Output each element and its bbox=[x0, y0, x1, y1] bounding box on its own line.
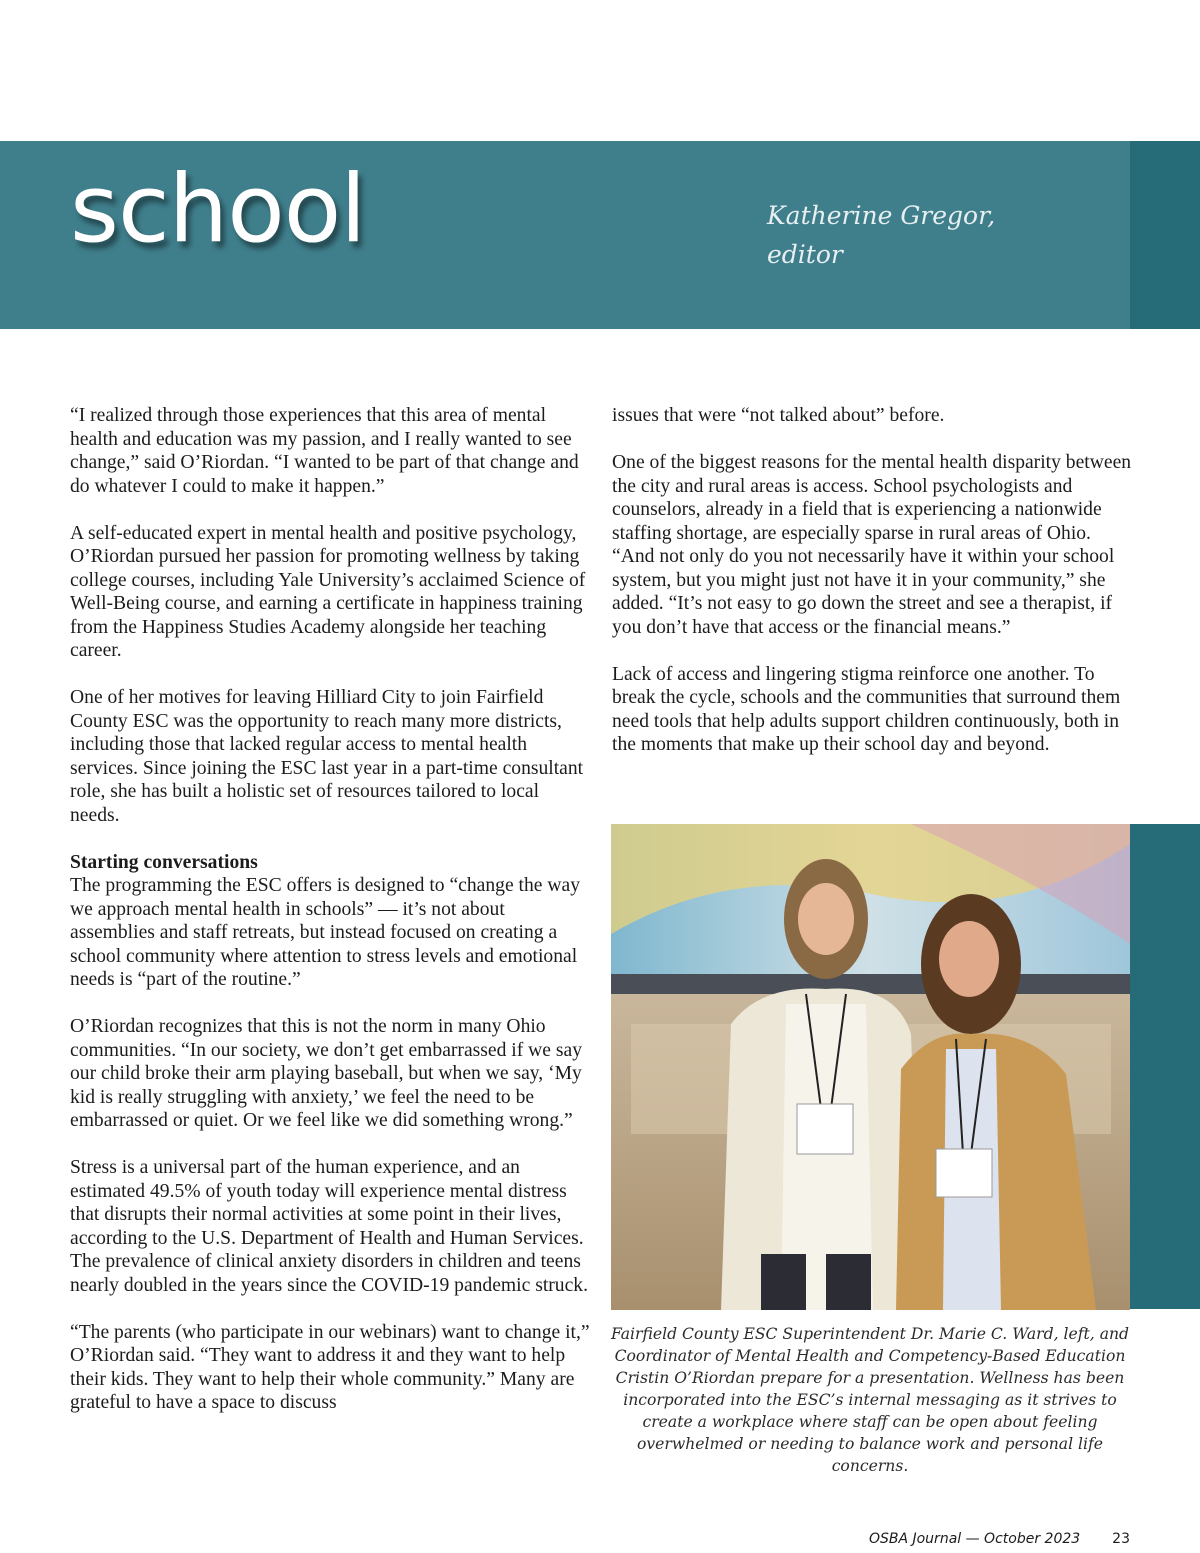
photo-edge-tab bbox=[1130, 824, 1200, 1309]
subsection bbox=[70, 851, 590, 992]
paragraph: O’Riordan recognizes that this is not the norm in many Ohio communities. “In our society, we don’t get embarrassed if we say our child broke their arm playing baseball, but when we say, ‘My kid is really struggling with anxiety,’ we feel the need to be embarrassed or quiet. Or we feel like we did something wrong.” bbox=[70, 1016, 583, 1131]
journal-issue: OSBA Journal — October 2023 bbox=[868, 1531, 1081, 1547]
page-footer bbox=[830, 1531, 1130, 1547]
paragraph: One of the biggest reasons for the mental health disparity between the city and rural areas is access. School psychologists and counselors, already in a field that is experiencing a nationwide staffing shortage, are especially sparse in rural areas of Ohio. “And not only do you not necessarily have it within your school system, but you might just not have it in your community,” she added. “It’s not easy to go down the street and see a therapist, if you don’t have that access or the financial means.” bbox=[612, 452, 1132, 638]
paragraph: Lack of access and lingering stigma reinforce one another. To break the cycle, schools and the communities that surround them need tools that help adults support children continuously, both in the moments that make up their school day and beyond. bbox=[612, 663, 1121, 755]
paragraph: Stress is a universal part of the human experience, and an estimated 49.5% of youth today will experience mental distress that disrupts their normal activities at some point in their lives, according to the U.S. Department of Health and Human Services. The prevalence of clinical anxiety disorders in children and teens nearly doubled in the years since the COVID-19 pandemic struck. bbox=[70, 1157, 588, 1296]
paragraph: issues that were “not talked about” before. bbox=[612, 405, 945, 426]
section-title: school bbox=[70, 155, 366, 264]
photo-illustration bbox=[611, 824, 1130, 1310]
right-column bbox=[612, 404, 1132, 780]
paragraph: “The parents (who participate in our webinars) want to change it,” O’Riordan said. “They want to address it and they want to help their kids. They want to help their whole community.” Many are grateful to have a space to discuss bbox=[70, 1321, 590, 1413]
byline-name: Katherine Gregor, bbox=[767, 201, 996, 230]
banner-edge-tab bbox=[1130, 141, 1200, 329]
article-photo bbox=[611, 824, 1130, 1310]
left-column bbox=[70, 404, 590, 1438]
paragraph: One of her motives for leaving Hilliard City to join Fairfield County ESC was the opportunity to reach many more districts, including those that lacked regular access to mental health services. Since joining the ESC last year in a part-time consultant role, she has built a holistic set of resources tailored to local needs. bbox=[70, 687, 584, 826]
paragraph: A self-educated expert in mental health and positive psychology, O’Riordan pursued her passion for promoting wellness by taking college courses, including Yale University’s acclaimed Science of Well-Being course, and earning a certificate in happiness training from the Happiness Studies Academy alongside her teaching career. bbox=[70, 522, 586, 661]
paragraph: The programming the ESC offers is designed to “change the way we approach mental health in schools” — it’s not about assemblies and staff retreats, but instead focused on creating a school community where attention to stress levels and emotional needs is “part of the routine.” bbox=[70, 875, 581, 990]
byline bbox=[767, 196, 995, 274]
subheading: Starting conversations bbox=[70, 851, 258, 873]
page-number: 23 bbox=[1112, 1531, 1130, 1547]
photo-caption: Fairfield County ESC Superintendent Dr. Marie C. Ward, left, and Coordinator of Mental Health and Competency-Based Education Cristin O’Riordan prepare for a presentation. Wellness has been incorporated into the ESC’s internal messaging as it strives to create a workplace where staff can be open about feeling overwhelmed or needing to balance work and personal life concerns. bbox=[610, 1325, 1130, 1475]
paragraph: “I realized through those experiences that this area of mental health and education was my passion, and I really wanted to see change,” said O’Riordan. “I wanted to be part of that change and do whatever I could to make it happen.” bbox=[70, 405, 579, 497]
byline-role: editor bbox=[767, 240, 843, 269]
